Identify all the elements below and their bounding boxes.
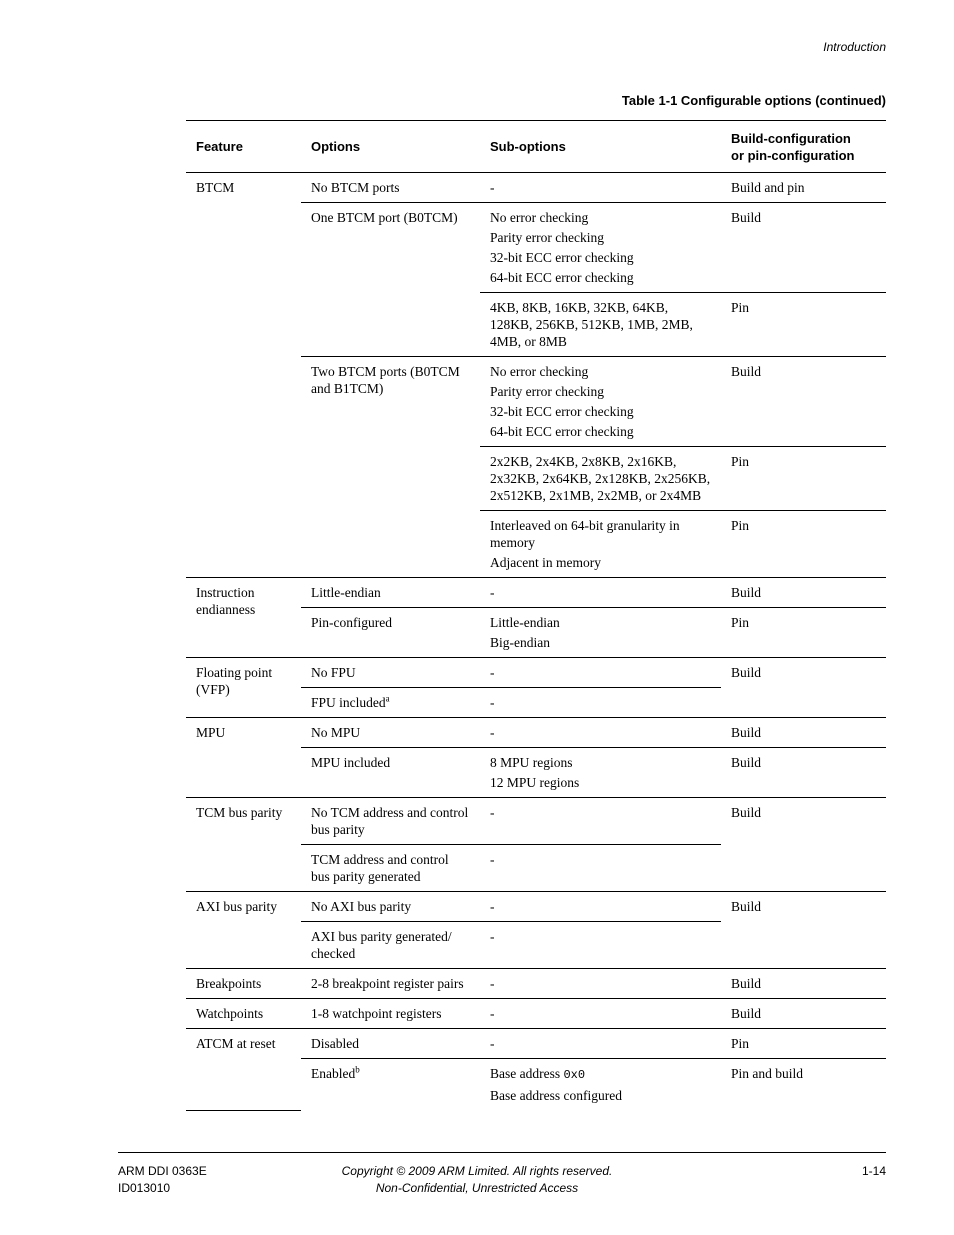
footer-copyright-block (0, 1163, 954, 1197)
option-cell: Two BTCM ports (B0TCM and B1TCM) (301, 357, 480, 578)
build-cell: Build and pin (721, 173, 886, 203)
build-cell: Build (721, 658, 886, 718)
table-row (186, 999, 886, 1029)
option-cell: Pin-configured (301, 608, 480, 658)
suboption-line: Big-endian (490, 635, 550, 650)
suboption-cell (480, 748, 721, 798)
table-row (186, 892, 886, 922)
table-row (186, 658, 886, 688)
suboption-cell: - (480, 688, 721, 718)
suboption-cell: - (480, 892, 721, 922)
option-text: Enabled (311, 1066, 356, 1081)
build-cell: Build (721, 969, 886, 999)
suboption-line: Parity error checking (490, 230, 604, 245)
feature-cell: MPU (186, 718, 301, 798)
feature-cell: TCM bus parity (186, 798, 301, 892)
suboption-line: 32-bit ECC error checking (490, 250, 634, 265)
table-row (186, 718, 886, 748)
build-cell: Build (721, 578, 886, 608)
build-cell: Pin (721, 447, 886, 511)
feature-cell: ATCM at reset (186, 1029, 301, 1111)
build-cell: Build (721, 892, 886, 969)
option-cell: Little-endian (301, 578, 480, 608)
table-row (186, 578, 886, 608)
option-cell: Disabled (301, 1029, 480, 1059)
build-cell: Pin and build (731, 1066, 804, 1081)
build-cell: Build (721, 718, 886, 748)
table-row (186, 798, 886, 845)
suboption-cell: - (480, 1029, 721, 1059)
column-header-feature: Feature (186, 121, 301, 173)
column-header-options: Options (301, 121, 480, 173)
suboption-cell (480, 511, 721, 578)
suboption-cell: - (480, 658, 721, 688)
suboption-line: 64-bit ECC error checking (490, 270, 634, 285)
suboption-line: No error checking (490, 364, 589, 379)
suboption-text: Base address (490, 1066, 564, 1081)
suboption-line: Base address configured (490, 1088, 622, 1103)
suboption-line: 12 MPU regions (490, 775, 580, 790)
suboption-cell: - (480, 969, 721, 999)
table-caption: Table 1-1 Configurable options (continued) (621, 93, 886, 108)
base-address-code: 0x0 (563, 1068, 586, 1082)
footer-copyright: Copyright © 2009 ARM Limited. All rights reserved. (341, 1164, 613, 1178)
option-cell (301, 688, 480, 718)
option-text: FPU included (311, 695, 386, 710)
option-cell: No AXI bus parity (301, 892, 480, 922)
build-cell: Pin (721, 511, 886, 578)
column-header-suboptions: Sub-options (480, 121, 721, 173)
suboption-cell: - (480, 578, 721, 608)
option-cell: 1-8 watchpoint registers (301, 999, 480, 1029)
footer-doc-id: ARM DDI 0363E (118, 1164, 207, 1178)
suboption-cell: 4KB, 8KB, 16KB, 32KB, 64KB, 128KB, 256KB, 512KB, 1MB, 2MB, 4MB, or 8MB (480, 293, 721, 357)
option-cell: One BTCM port (B0TCM) (301, 203, 480, 357)
build-cell: Pin (721, 608, 886, 658)
footnote-marker: b (355, 1064, 360, 1075)
suboption-cell: - (480, 718, 721, 748)
feature-cell: Breakpoints (186, 969, 301, 999)
suboption-cell: 2x2KB, 2x4KB, 2x8KB, 2x16KB, 2x32KB, 2x64KB, 2x128KB, 2x256KB, 2x512KB, 2x1MB, 2x2MB, or 2x4MB (480, 447, 721, 511)
table-row (186, 1029, 886, 1059)
suboption-line: Adjacent in memory (490, 555, 601, 570)
option-cell: No BTCM ports (301, 173, 480, 203)
suboption-cell: - (480, 845, 721, 892)
column-header-build-config (721, 121, 886, 173)
suboption-cell (480, 357, 721, 447)
option-cell (301, 1059, 480, 1111)
build-cell: Build (721, 999, 886, 1029)
suboption-cell (480, 1059, 721, 1111)
table-row (186, 969, 886, 999)
option-cell: No TCM address and control bus parity (301, 798, 480, 845)
footer-page-number: 1-14 (861, 1164, 886, 1178)
suboption-line: 32-bit ECC error checking (490, 404, 634, 419)
suboption-line: 8 MPU regions (490, 755, 573, 770)
build-cell: Build (721, 203, 886, 293)
suboption-line: No error checking (490, 210, 589, 225)
column-header-build-line1: Build-configuration (731, 130, 851, 146)
running-header: Introduction (823, 40, 886, 54)
option-cell: 2-8 breakpoint register pairs (301, 969, 480, 999)
option-cell: No FPU (301, 658, 480, 688)
option-cell: MPU included (301, 748, 480, 798)
footer-rule (118, 1152, 886, 1153)
suboption-line: Little-endian (490, 615, 560, 630)
table-row (186, 173, 886, 203)
feature-cell: AXI bus parity (186, 892, 301, 969)
suboption-cell: - (480, 173, 721, 203)
footer-access: Non-Confidential, Unrestricted Access (375, 1181, 579, 1195)
footer-issue-id: ID013010 (118, 1181, 171, 1195)
feature-cell: Instruction endianness (186, 578, 301, 658)
column-header-build-line2: or pin-configuration (731, 147, 855, 163)
suboption-cell (480, 608, 721, 658)
suboption-line: Parity error checking (490, 384, 604, 399)
build-cell: Pin (721, 293, 886, 357)
build-cell: Build (721, 798, 886, 892)
option-cell: TCM address and control bus parity generated (301, 845, 480, 892)
build-cell: Pin (721, 1029, 886, 1059)
suboption-line (490, 1065, 711, 1084)
footnote-marker: a (385, 693, 390, 704)
suboption-cell (480, 203, 721, 293)
configurable-options-table (186, 120, 886, 1111)
table-header-row (186, 121, 886, 173)
feature-cell: Floating point (VFP) (186, 658, 301, 718)
suboption-cell: - (480, 798, 721, 845)
option-cell: No MPU (301, 718, 480, 748)
feature-cell: BTCM (186, 173, 301, 578)
suboption-line: 64-bit ECC error checking (490, 424, 634, 439)
option-cell: AXI bus parity generated/ checked (301, 922, 480, 969)
feature-cell: Watchpoints (186, 999, 301, 1029)
suboption-cell: - (480, 999, 721, 1029)
suboption-line: Interleaved on 64-bit granularity in memory (490, 518, 680, 550)
build-cell: Build (721, 357, 886, 447)
suboption-cell: - (480, 922, 721, 969)
build-cell: Build (721, 748, 886, 798)
